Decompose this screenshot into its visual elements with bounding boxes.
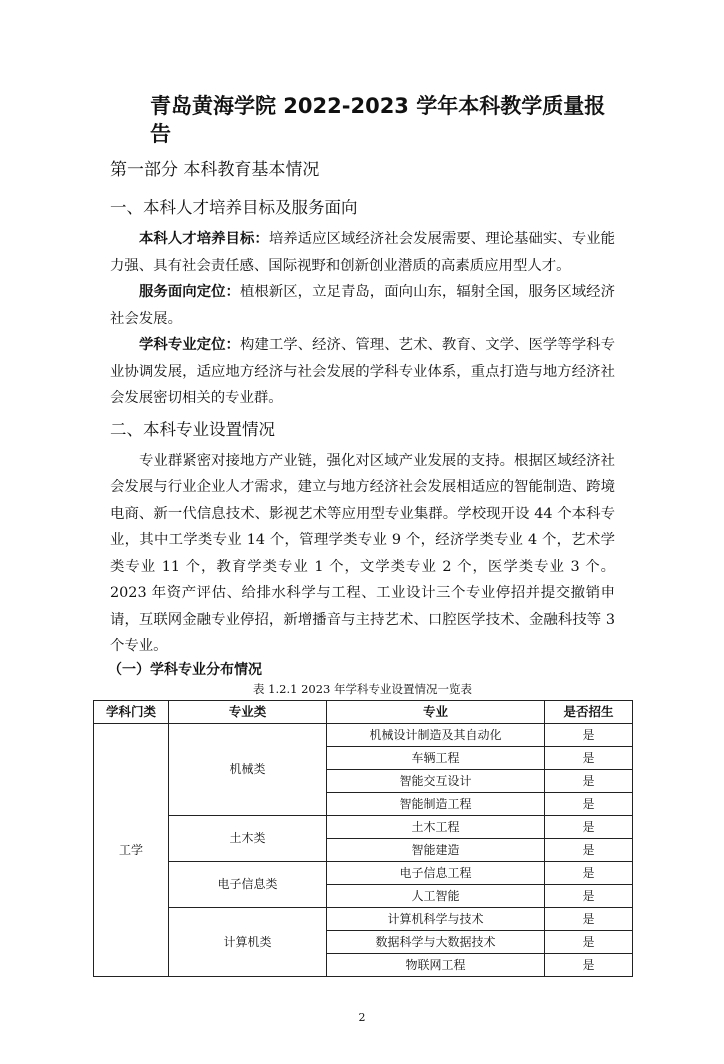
enrolling-cell: 是: [545, 723, 633, 746]
category-cell: 土木类: [169, 815, 327, 861]
category-cell: 电子信息类: [169, 861, 327, 907]
enrolling-cell: 是: [545, 907, 633, 930]
header-category: 专业类: [169, 700, 327, 723]
table-row: [94, 861, 633, 884]
table-row: [94, 815, 633, 838]
discipline-cell: 工学: [94, 723, 169, 976]
category-cell: 机械类: [169, 723, 327, 815]
subsection-heading: （一）学科专业分布情况: [108, 661, 262, 678]
label: 学科专业定位：: [139, 337, 240, 353]
major-cell: 车辆工程: [327, 746, 545, 769]
header-major: 专业: [327, 700, 545, 723]
enrolling-cell: 是: [545, 815, 633, 838]
report-title: 青岛黄海学院 2022-2023 学年本科教学质量报告: [150, 94, 606, 146]
table-header-row: [94, 700, 633, 723]
table-caption: 表 1.2.1 2023 年学科专业设置情况一览表: [253, 681, 472, 696]
enrolling-cell: 是: [545, 884, 633, 907]
major-cell: 数据科学与大数据技术: [327, 930, 545, 953]
text: 植根新区，立足青岛，面向山东，辐射全国，服务区域经济社会发展。: [110, 284, 615, 327]
enrolling-cell: 是: [545, 769, 633, 792]
paragraph-discipline-orientation: [110, 332, 615, 412]
enrolling-cell: 是: [545, 792, 633, 815]
section-2-heading: 二、本科专业设置情况: [110, 419, 275, 439]
page-number: 2: [358, 1010, 366, 1024]
major-cell: 智能交互设计: [327, 769, 545, 792]
label: 服务面向定位：: [139, 284, 240, 300]
part-title: 第一部分 本科教育基本情况: [110, 160, 320, 180]
paragraph-service-orientation: [110, 279, 615, 332]
major-cell: 智能制造工程: [327, 792, 545, 815]
paragraph-training-goal: [110, 226, 615, 279]
table-row: [94, 723, 633, 746]
header-discipline: 学科门类: [94, 700, 169, 723]
major-cell: 人工智能: [327, 884, 545, 907]
enrolling-cell: 是: [545, 746, 633, 769]
major-cell: 计算机科学与技术: [327, 907, 545, 930]
majors-table: [93, 700, 633, 977]
text: 培养适应区域经济社会发展需要、理论基础实、专业能力强、具有社会责任感、国际视野和创新创业潜质的高素质应用型人才。: [110, 231, 615, 274]
paragraph-major-setup: 专业群紧密对接地方产业链，强化对区域产业发展的支持。根据区域经济社会发展与行业企业人才需求，建立与地方经济社会发展相适应的智能制造、跨境电商、新一代信息技术、影视艺术等应用型专业集群。学校现开设 44 个本科专业，其中工学类专业 14 个，管理学类专业 9 个，经济学类专业 4 个，艺术学类专业 11 个，教育学类专业 1 个，文学类专业 2 个，医学类专业 3 个。2023 年资产评估、给排水科学与工程、工业设计三个专业停招并提交撤销申请，互联网金融专业停招，新增播音与主持艺术、口腔医学技术、金融科技等 3 个专业。: [110, 452, 615, 654]
major-cell: 土木工程: [327, 815, 545, 838]
table-row: [94, 907, 633, 930]
text: 构建工学、经济、管理、艺术、教育、文学、医学等学科专业协调发展，适应地方经济与社会发展的学科专业体系，重点打造与地方经济社会发展密切相关的专业群。: [110, 337, 615, 406]
major-cell: 机械设计制造及其自动化: [327, 723, 545, 746]
label: 本科人才培养目标：: [139, 231, 269, 247]
header-enrolling: 是否招生: [545, 700, 633, 723]
major-cell: 物联网工程: [327, 953, 545, 976]
enrolling-cell: 是: [545, 930, 633, 953]
major-cell: 智能建造: [327, 838, 545, 861]
enrolling-cell: 是: [545, 838, 633, 861]
category-cell: 计算机类: [169, 907, 327, 976]
enrolling-cell: 是: [545, 953, 633, 976]
major-cell: 电子信息工程: [327, 861, 545, 884]
section-1-heading: 一、本科人才培养目标及服务面向: [110, 198, 358, 217]
enrolling-cell: 是: [545, 861, 633, 884]
